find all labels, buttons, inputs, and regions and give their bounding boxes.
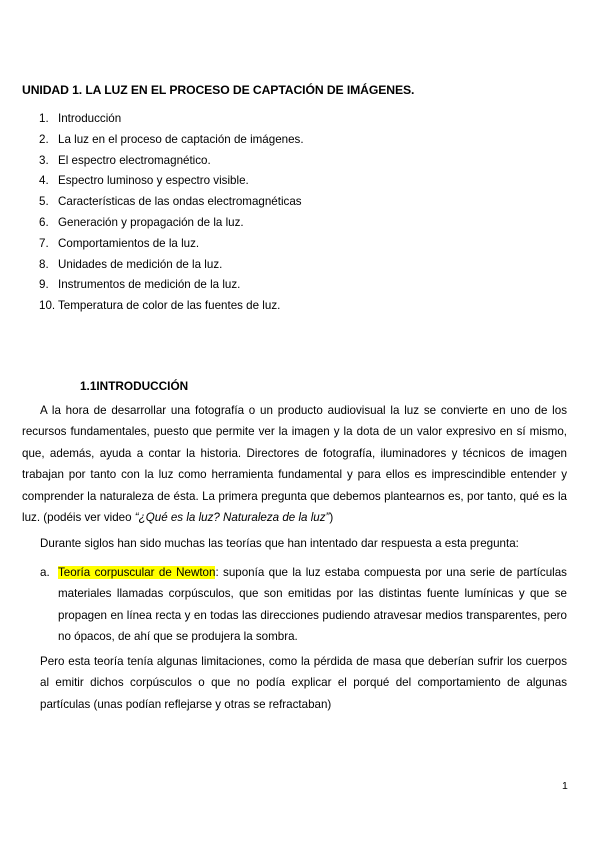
toc-item xyxy=(39,153,304,174)
toc-item xyxy=(39,132,304,153)
list-item xyxy=(40,562,567,648)
intro-paragraph-text: A la hora de desarrollar una fotografía o un producto audiovisual la luz se convierte en uno de los recursos fundamentales, puesto que permite ver la imagen y la dota de un valor expresivo en sí mismo, que, además, ayuda a contar la historia. Directores de fotografía, iluminadores y técnicos de imagen trabajan por tanto con la luz como herramienta fundamental y para ellos es imprescindible entender y comprender la naturaleza de ésta. La primera pregunta que debemos plantearnos es, por tanto, qué es la luz. (podéis ver video xyxy=(22,404,567,525)
unit-title: UNIDAD 1. LA LUZ EN EL PROCESO DE CAPTACIÓN DE IMÁGENES. xyxy=(22,83,415,97)
list-letter: a. xyxy=(40,566,50,579)
toc-label: Características de las ondas electromagnéticas xyxy=(58,195,302,209)
toc-number: 8. xyxy=(39,257,49,271)
intro-paragraph-end: ) xyxy=(329,511,334,525)
toc-number: 9. xyxy=(39,278,49,292)
page-number: 1 xyxy=(562,780,568,792)
highlighted-term: Teoría corpuscular de Newton xyxy=(58,566,216,579)
list-item-body xyxy=(58,562,567,648)
toc-number: 6. xyxy=(39,215,49,229)
toc-label: El espectro electromagnético. xyxy=(58,153,211,167)
limitations-paragraph: Pero esta teoría tenía algunas limitaciones, como la pérdida de masa que deberían sufrir los cuerpos al emitir dichos corpúsculos o que no podía explicar el porqué del comportamiento de algunas partículas (unas podían reflejarse y otras se refractaban) xyxy=(40,655,567,711)
toc-label: Unidades de medición de la luz. xyxy=(58,257,223,271)
video-reference-link[interactable]: “¿Qué es la luz? Naturaleza de la luz” xyxy=(134,511,330,525)
toc-item xyxy=(39,277,304,298)
section-title: 1.1INTRODUCCIÓN xyxy=(80,379,189,393)
toc-item xyxy=(39,111,304,132)
list-item-text: : suponía que la luz estaba compuesta por una serie de partículas materiales llamadas corpúsculos, que son emitidas por las distintas fuente lumínicas y que se propagen en línea recta y en todas las direcciones pudiendo atravesar medios transparentes, pero no ópacos, de ahí que se produjera la sombra. xyxy=(58,566,567,644)
toc-label: Temperatura de color de las fuentes de luz. xyxy=(58,299,281,313)
toc-number: 10. xyxy=(39,299,56,313)
toc-number: 5. xyxy=(39,195,49,209)
toc-item xyxy=(39,215,304,236)
toc-label: Introducción xyxy=(58,112,122,125)
toc-item xyxy=(39,236,304,257)
toc-item xyxy=(39,298,304,319)
toc-number: 1. xyxy=(39,112,49,125)
toc-item xyxy=(39,173,304,194)
toc-number: 7. xyxy=(39,236,49,250)
toc-label: Comportamientos de la luz. xyxy=(58,236,200,250)
toc-item xyxy=(39,257,304,278)
toc-label: Instrumentos de medición de la luz. xyxy=(58,278,241,292)
toc-item xyxy=(39,194,304,215)
toc-label: La luz en el proceso de captación de imágenes. xyxy=(58,132,304,146)
toc-label: Generación y propagación de la luz. xyxy=(58,215,244,229)
toc-label: Espectro luminoso y espectro visible. xyxy=(58,174,249,188)
intro-paragraph xyxy=(22,400,567,528)
table-of-contents xyxy=(39,111,304,319)
theories-paragraph: Durante siglos han sido muchas las teorías que han intentado dar respuesta a esta pregunta: xyxy=(40,537,519,550)
toc-number: 3. xyxy=(39,153,49,167)
toc-number: 2. xyxy=(39,132,49,146)
toc-number: 4. xyxy=(39,174,49,188)
